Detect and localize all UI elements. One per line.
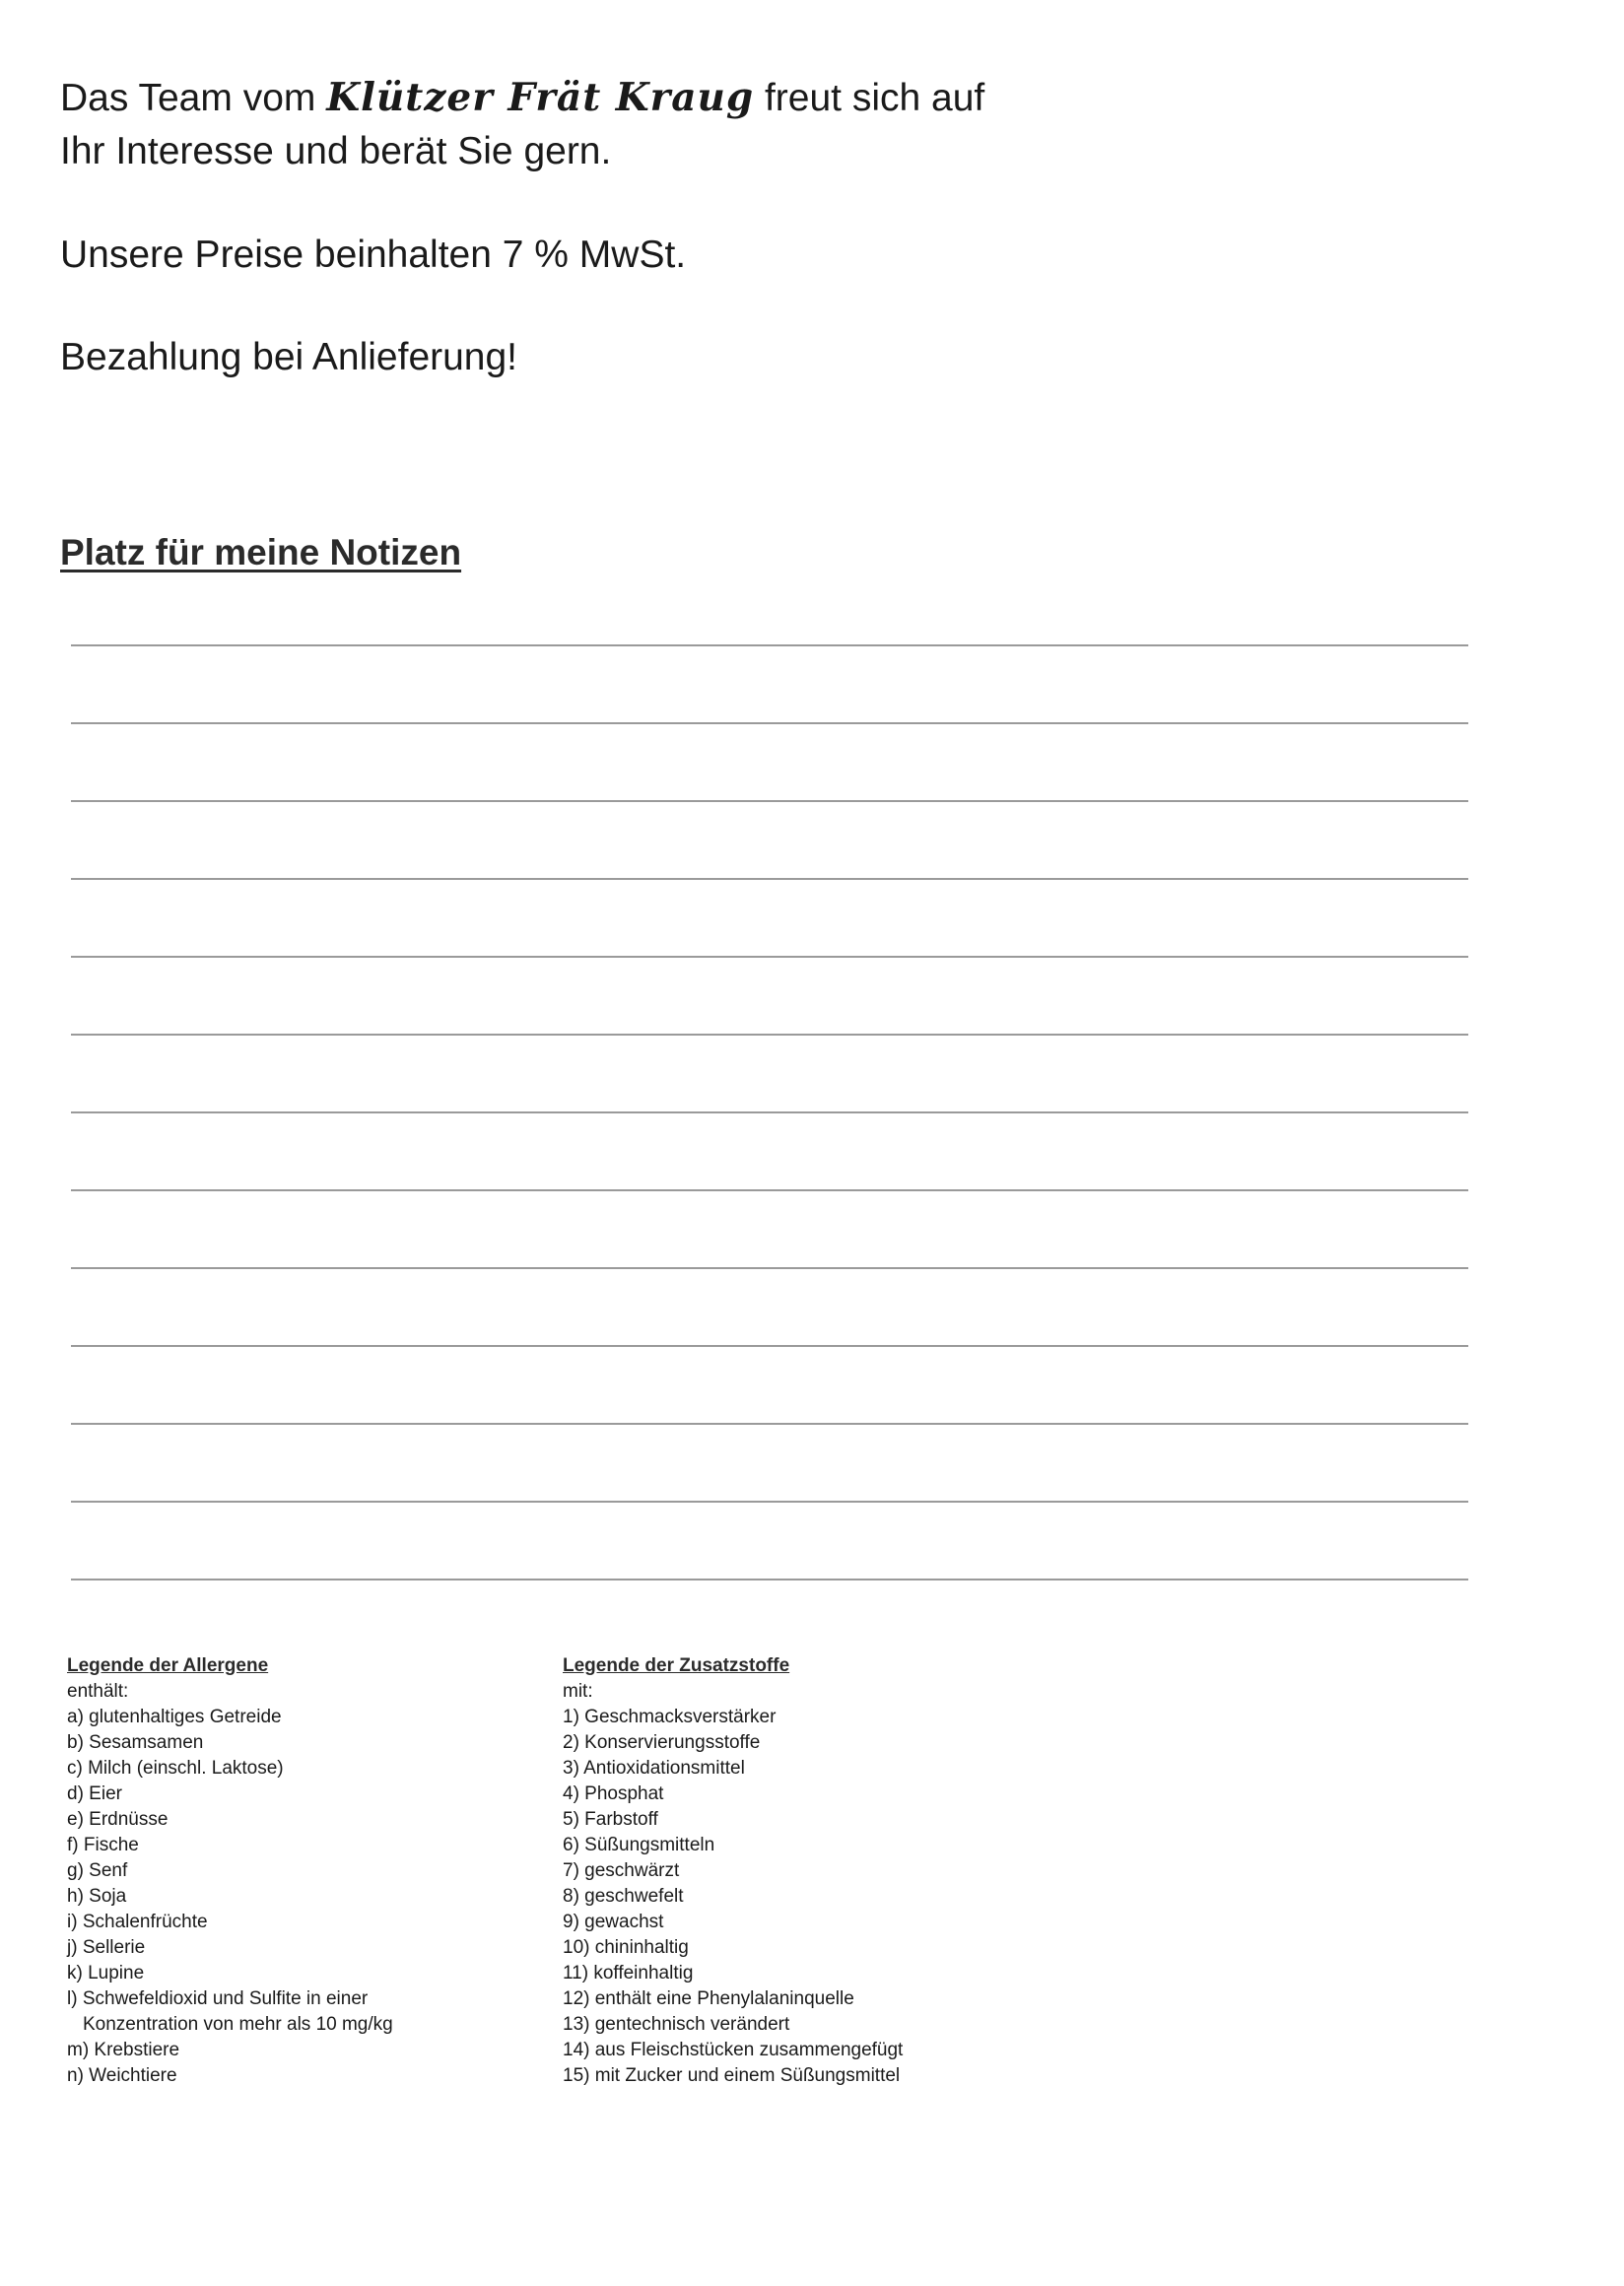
allergen-list: [67, 1705, 520, 2089]
legend-item: Konzentration von mehr als 10 mg/kg: [83, 2014, 393, 2035]
vat-note: Unsere Preise beinhalten 7 % MwSt.: [60, 234, 687, 276]
legend-item: c) Milch (einschl. Laktose): [67, 1758, 284, 1779]
legend-item: f) Fische: [67, 1835, 139, 1855]
brand-name: Klützer Frät Kraug: [326, 75, 755, 120]
legend-item: 12) enthält eine Phenylalaninquelle: [563, 1988, 854, 2009]
note-line: [71, 1503, 1468, 1580]
note-line: [71, 880, 1468, 958]
legend-item: 11) koffeinhaltig: [563, 1963, 694, 1983]
legend-item: i) Schalenfrüchte: [67, 1912, 208, 1932]
note-line: [71, 1269, 1468, 1347]
legend-item: b) Sesamsamen: [67, 1732, 204, 1753]
legend-item: 3) Antioxidationsmittel: [563, 1758, 745, 1779]
legend-item: n) Weichtiere: [67, 2065, 177, 2086]
note-line: [71, 1036, 1468, 1113]
note-line: [71, 1347, 1468, 1425]
additive-list: [563, 1705, 1154, 2089]
legend-item: 5) Farbstoff: [563, 1809, 658, 1830]
intro-line-2: Ihr Interesse und berät Sie gern.: [60, 130, 612, 172]
legend-item: a) glutenhaltiges Getreide: [67, 1707, 282, 1727]
notes-title: Platz für meine Notizen: [60, 532, 462, 572]
additive-legend: [563, 1653, 1154, 2089]
legend-item: 8) geschwefelt: [563, 1886, 684, 1907]
legend-item: 1) Geschmacksverstärker: [563, 1707, 777, 1727]
legend-item: 13) gentechnisch verändert: [563, 2014, 790, 2035]
legend-item: e) Erdnüsse: [67, 1809, 169, 1830]
allergen-legend-intro: enthält:: [67, 1681, 129, 1702]
intro-text: [60, 71, 1243, 178]
legend-item: h) Soja: [67, 1886, 127, 1907]
allergen-legend: [67, 1653, 520, 2089]
legend-item: m) Krebstiere: [67, 2040, 180, 2060]
legend-item: 4) Phosphat: [563, 1783, 664, 1804]
note-line: [71, 724, 1468, 802]
legend-item: g) Senf: [67, 1860, 128, 1881]
notes-lines: [71, 644, 1468, 1580]
legend-item: 14) aus Fleischstücken zusammengefügt: [563, 2040, 904, 2060]
note-line: [71, 1113, 1468, 1191]
note-line: [71, 958, 1468, 1036]
note-line: [71, 802, 1468, 880]
intro-line-1-end: freut sich auf: [754, 77, 985, 119]
allergen-legend-title: Legende der Allergene: [67, 1655, 269, 1676]
legend-item: 2) Konservierungsstoffe: [563, 1732, 761, 1753]
legend-item: d) Eier: [67, 1783, 122, 1804]
note-line: [71, 1191, 1468, 1269]
legend-item: 6) Süßungsmitteln: [563, 1835, 715, 1855]
legend-item: j) Sellerie: [67, 1937, 146, 1958]
legend-item: 9) gewachst: [563, 1912, 664, 1932]
legend-item: 15) mit Zucker und einem Süßungsmittel: [563, 2065, 901, 2086]
note-line: [71, 646, 1468, 724]
legend-item: k) Lupine: [67, 1963, 145, 1983]
additive-legend-intro: mit:: [563, 1681, 593, 1702]
note-line: [71, 1425, 1468, 1503]
payment-note: Bezahlung bei Anlieferung!: [60, 336, 518, 378]
intro-line-1: [60, 71, 1243, 125]
additive-legend-title: Legende der Zusatzstoffe: [563, 1655, 790, 1676]
legend-item: l) Schwefeldioxid und Sulfite in einer: [67, 1988, 369, 2009]
legend-item: 10) chininhaltig: [563, 1937, 689, 1958]
intro-line-1-start: Das Team vom: [60, 77, 327, 119]
legend-item: 7) geschwärzt: [563, 1860, 680, 1881]
